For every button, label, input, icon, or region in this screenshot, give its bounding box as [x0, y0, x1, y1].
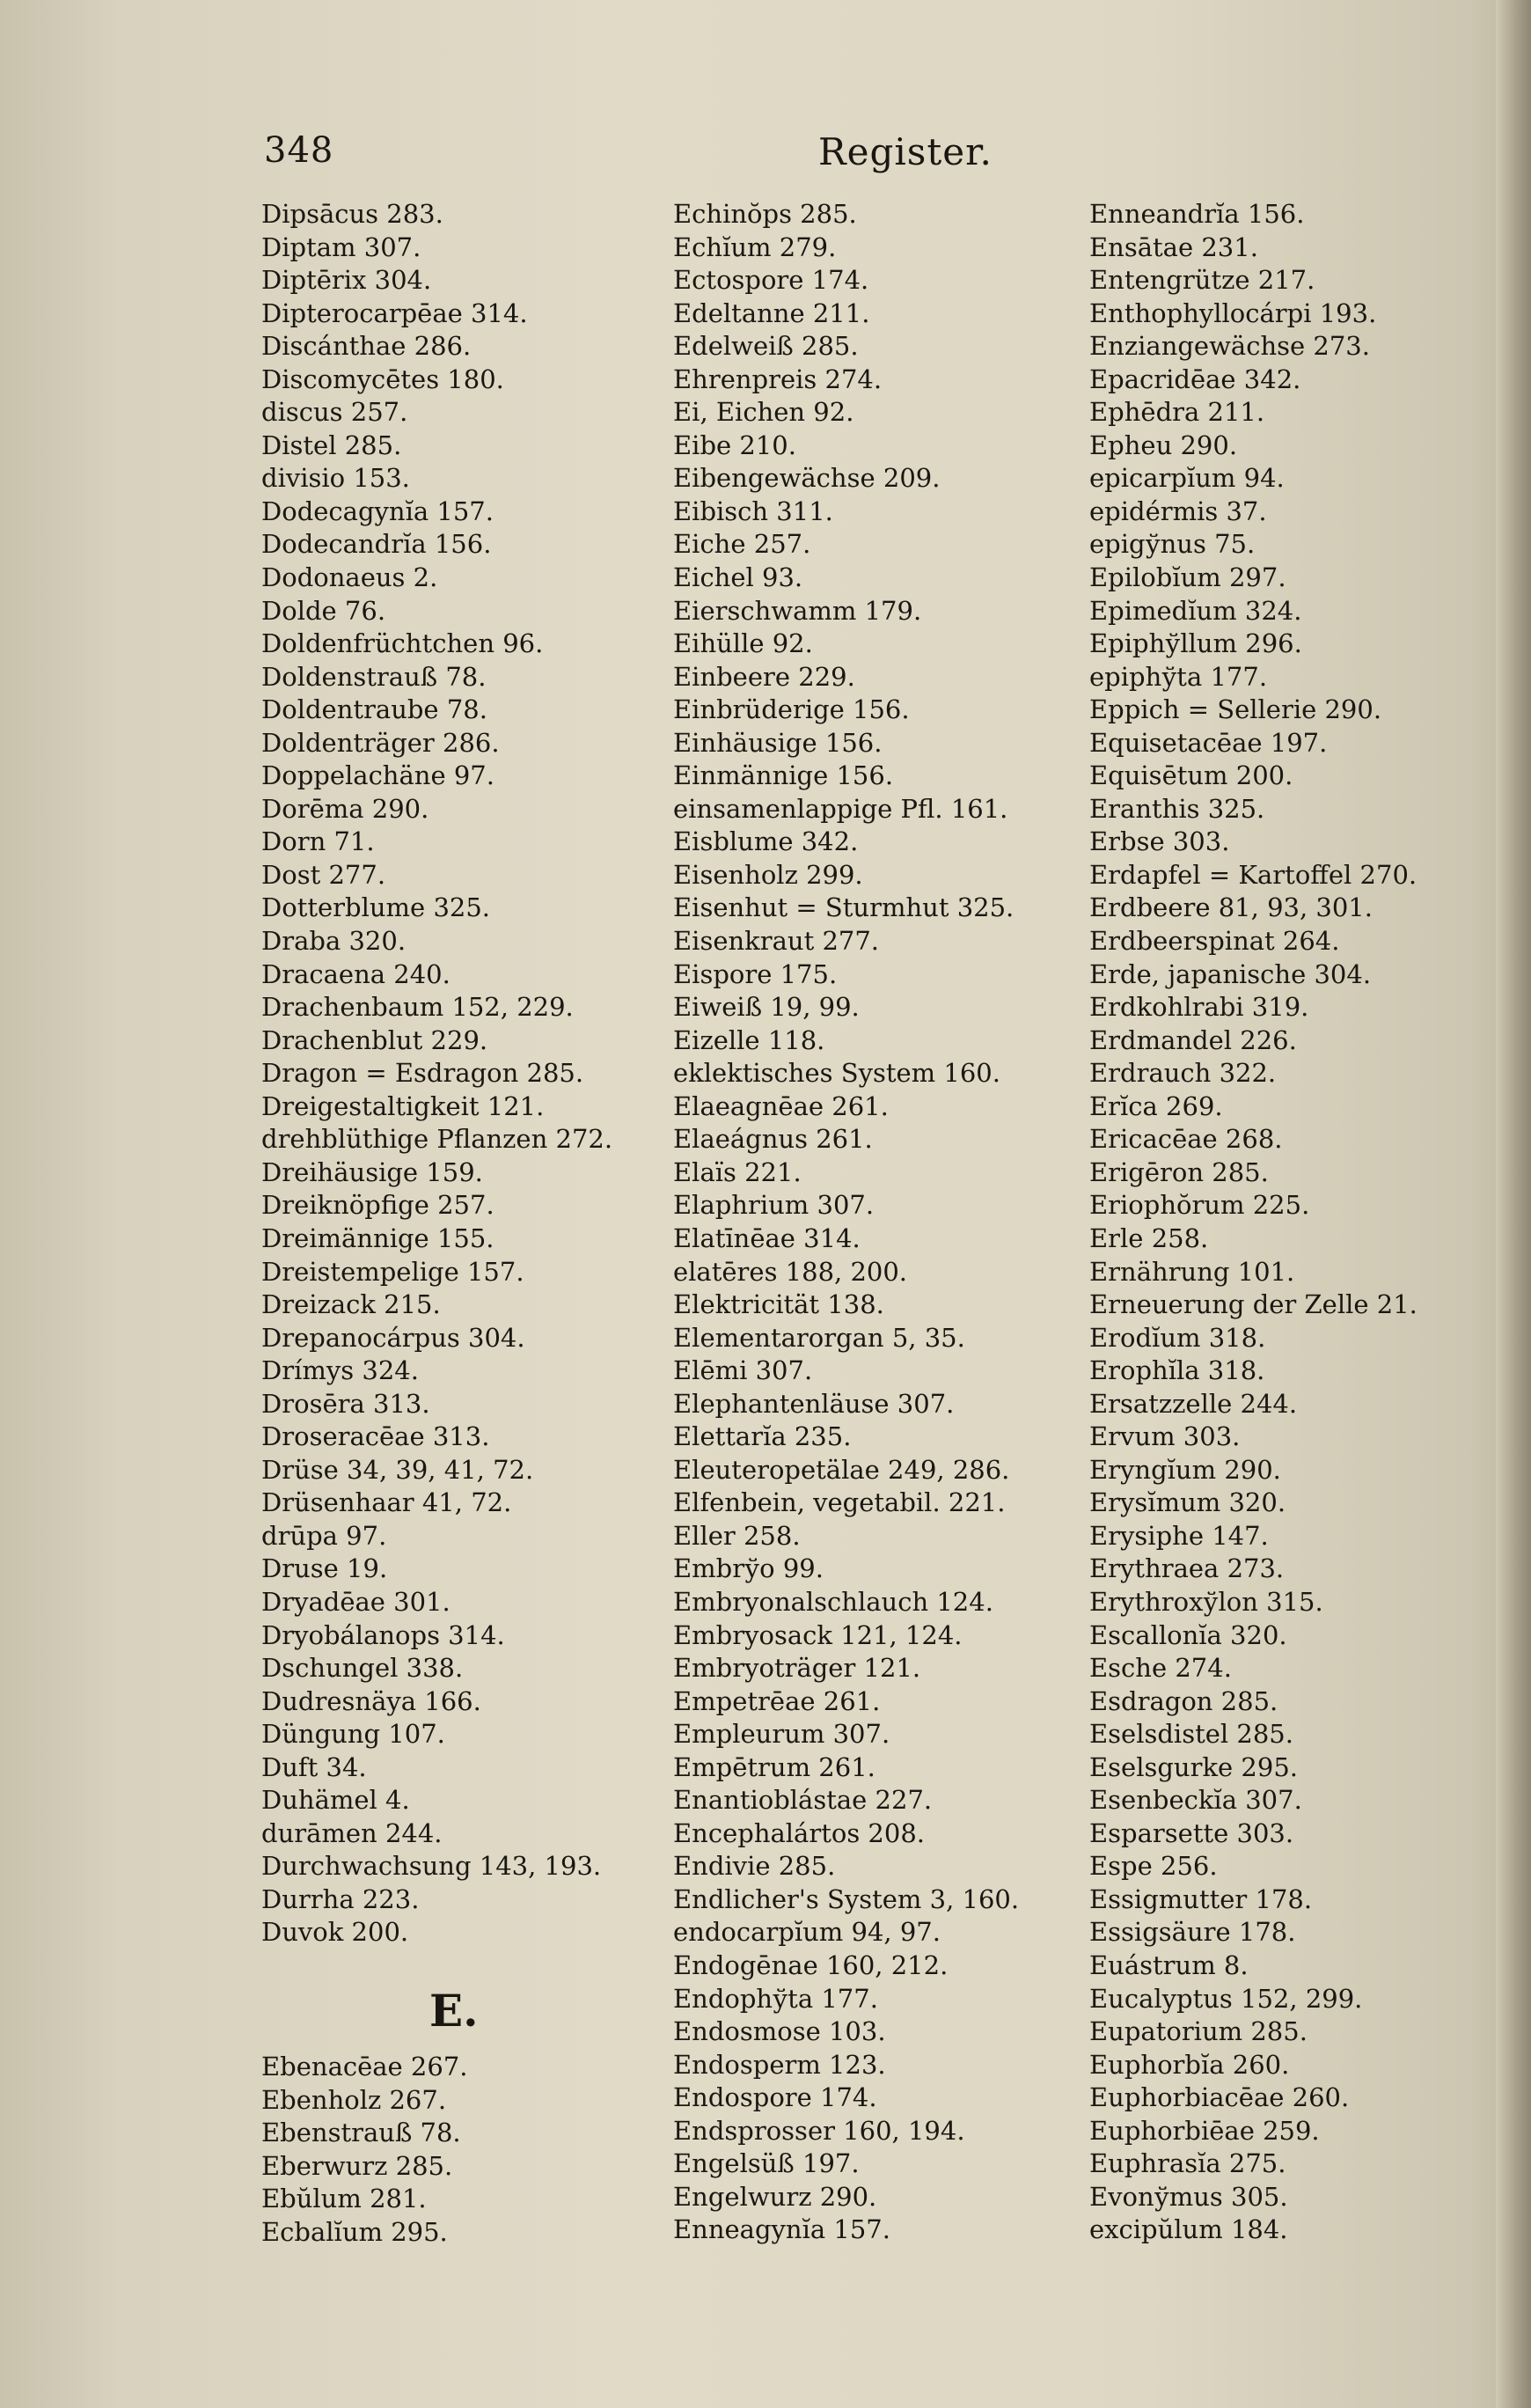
index-entry: Dracaena 240. [261, 958, 451, 989]
index-entry: Empetrēae 261. [673, 1685, 881, 1716]
page-number: 348 [264, 130, 334, 171]
index-entry: Duvok 200. [261, 1917, 409, 1948]
index-entry: Dipsācus 283. [261, 199, 443, 229]
index-entry: Eispore 175. [673, 958, 838, 989]
index-entry: Eisenkraut 277. [673, 926, 880, 957]
index-entry: Embryonalschlauch 124. [673, 1586, 993, 1617]
index-entry: Ebŭlum 281. [261, 2184, 427, 2214]
index-entry: Endophўta 177. [673, 1983, 878, 2014]
index-entry: Dreistempelige 157. [261, 1256, 524, 1287]
index-entry: Ebenacēae 267. [261, 2052, 468, 2081]
index-entry: Eppich = Sellerie 290. [1089, 694, 1382, 725]
index-entry: Eberwurz 285. [261, 2150, 453, 2181]
index-entry: Diptam 307. [261, 231, 421, 262]
index-entry: durāmen 244. [261, 1817, 443, 1848]
index-entry: Elaeagnēae 261. [673, 1090, 889, 1121]
index-entry: Elektricität 138. [673, 1289, 884, 1320]
index-entry: Encephalártos 208. [673, 1817, 925, 1848]
index-entry: Endospore 174. [673, 2082, 877, 2113]
index-entry: Endogēnae 160, 212. [673, 1949, 949, 1980]
index-entry: Erigēron 285. [1089, 1156, 1269, 1187]
index-entry: Erythroxўlon 315. [1089, 1586, 1323, 1617]
index-entry: Erdapfel = Kartoffel 270. [1089, 859, 1417, 890]
index-entry: Eichel 93. [673, 562, 803, 593]
index-entry: Dorn 71. [261, 826, 375, 857]
index-entry: Erde, japanische 304. [1089, 958, 1372, 989]
index-entry: Elēmi 307. [673, 1355, 813, 1386]
index-entry: Enantioblástae 227. [673, 1785, 933, 1816]
index-entry: Eiche 257. [673, 529, 811, 560]
index-entry: Enneagynĭa 157. [673, 2214, 890, 2245]
index-entry: Erodĭum 318. [1089, 1322, 1266, 1353]
index-entry: Esenbeckĭa 307. [1089, 1785, 1302, 1816]
index-entry: Druse 19. [261, 1553, 388, 1584]
index-entry: Dost 277. [261, 859, 386, 890]
index-entry: Endivie 285. [673, 1851, 836, 1882]
index-entry: Ei, Eichen 92. [673, 397, 854, 428]
index-entry: Echĭum 279. [673, 231, 837, 262]
index-entry: Ebenstrauß 78. [261, 2118, 461, 2148]
index-entry: Eselsdistel 285. [1089, 1719, 1293, 1750]
running-head-title: Register. [818, 130, 993, 173]
index-entry: divisio 153. [261, 463, 410, 494]
index-entry: Erle 258. [1089, 1222, 1209, 1253]
index-entry: Dodonaeus 2. [261, 562, 438, 593]
index-entry: Eibengewächse 209. [673, 463, 941, 494]
index-entry: Essigsäure 178. [1089, 1917, 1296, 1948]
index-entry: Discánthae 286. [261, 331, 472, 362]
index-entry: Eupatorium 285. [1089, 2016, 1308, 2047]
index-entry: Eibisch 311. [673, 496, 833, 526]
index-entry: Droseracēae 313. [261, 1421, 490, 1452]
index-entry: Dorēma 290. [261, 793, 429, 824]
index-entry: Empētrum 261. [673, 1751, 875, 1782]
index-entry: epigўnus 75. [1089, 529, 1256, 560]
index-entry: Erysĭmum 320. [1089, 1487, 1286, 1518]
index-entry: Elettarĭa 235. [673, 1421, 852, 1452]
index-entry: Dreizack 215. [261, 1289, 441, 1320]
index-entry: Eiweiß 19, 99. [673, 992, 860, 1023]
index-entry: Eibe 210. [673, 429, 796, 460]
index-entry: Engelwurz 290. [673, 2181, 877, 2212]
index-entry: Drüse 34, 39, 41, 72. [261, 1454, 534, 1485]
index-entry: eklektisches System 160. [673, 1058, 1000, 1089]
index-entry: Diptērix 304. [261, 265, 432, 296]
index-entry: drehblüthige Pflanzen 272. [261, 1124, 613, 1155]
index-entry: Elementarorgan 5, 35. [673, 1322, 965, 1353]
index-entry: Entengrütze 217. [1089, 265, 1315, 296]
index-entry: Epilobĭum 297. [1089, 562, 1286, 593]
index-entry: Ensātae 231. [1089, 231, 1258, 262]
index-entry: Elfenbein, vegetabil. 221. [673, 1487, 1006, 1518]
index-entry: Einmännige 156. [673, 760, 894, 791]
index-entry: Ectospore 174. [673, 265, 869, 296]
index-entry: Erdbeerspinat 264. [1089, 926, 1340, 957]
index-entry: Enthophyllocárpi 193. [1089, 297, 1377, 328]
index-entry: Eucalyptus 152, 299. [1089, 1983, 1363, 2014]
index-entry: Evonўmus 305. [1089, 2181, 1288, 2212]
index-entry: Eleuteropetälae 249, 286. [673, 1454, 1010, 1485]
index-entry: Erophĭla 318. [1089, 1355, 1265, 1386]
index-entry: Dreihäusige 159. [261, 1156, 483, 1187]
index-entry: Epacridēae 342. [1089, 363, 1301, 394]
index-entry: Enneandrĭa 156. [1089, 199, 1305, 229]
index-entry: excipŭlum 184. [1089, 2214, 1288, 2245]
book-gutter [1496, 0, 1531, 2408]
index-entry: Eizelle 118. [673, 1024, 825, 1055]
index-entry: Equisētum 200. [1089, 760, 1293, 791]
index-entry: Elaïs 221. [673, 1156, 802, 1187]
index-entry: Endlicher's System 3, 160. [673, 1883, 1020, 1914]
index-entry: Duhämel 4. [261, 1785, 410, 1816]
index-entry: Durrha 223. [261, 1883, 420, 1914]
index-entry: Embryoträger 121. [673, 1653, 921, 1684]
index-entry: Dreiknöpfige 257. [261, 1190, 494, 1221]
index-entry: Erdkohlrabi 319. [1089, 992, 1309, 1023]
index-entry: Erdrauch 322. [1089, 1058, 1277, 1089]
index-entry: Duft 34. [261, 1751, 367, 1782]
index-entry: Doldentraube 78. [261, 694, 487, 725]
index-entry: Ernährung 101. [1089, 1256, 1295, 1287]
index-entry: epiphўta 177. [1089, 661, 1268, 692]
index-entry: Endosperm 123. [673, 2049, 886, 2080]
index-entry: Eller 258. [673, 1520, 801, 1551]
index-column-2 [673, 198, 1078, 2247]
index-entry: Elaphrium 307. [673, 1190, 875, 1221]
index-entry: Espe 256. [1089, 1851, 1218, 1882]
index-entry: Dipterocarpēae 314. [261, 297, 528, 328]
index-entry: Euástrum 8. [1089, 1949, 1249, 1980]
index-entry: Eriophŏrum 225. [1089, 1190, 1310, 1221]
index-entry: Elatīnēae 314. [673, 1222, 861, 1253]
index-entry: Erneuerung der Zelle 21. [1089, 1289, 1417, 1320]
index-entry: Echinŏps 285. [673, 199, 857, 229]
index-column-1 [261, 198, 648, 1949]
index-entry: Eihülle 92. [673, 628, 813, 659]
index-entry: Ericacēae 268. [1089, 1124, 1283, 1155]
index-entry: Ehrenpreis 274. [673, 363, 883, 394]
index-entry: Distel 285. [261, 429, 402, 460]
index-entry: Equisetacēae 197. [1089, 727, 1328, 758]
index-entry: Escallonĭa 320. [1089, 1619, 1287, 1650]
index-entry: Drachenblut 229. [261, 1024, 488, 1055]
index-entry: Epiphўllum 296. [1089, 628, 1302, 659]
index-entry: Eierschwamm 179. [673, 595, 922, 626]
index-entry: Düngung 107. [261, 1719, 445, 1750]
index-entry: elatēres 188, 200. [673, 1256, 908, 1287]
index-entry: Ephēdra 211. [1089, 397, 1265, 428]
index-entry: Engelsüß 197. [673, 2148, 860, 2179]
index-entry: Eryngĭum 290. [1089, 1454, 1281, 1485]
index-entry: Ersatzzelle 244. [1089, 1388, 1298, 1419]
index-entry: Erysiphe 147. [1089, 1520, 1269, 1551]
index-entry: Dragon = Esdragon 285. [261, 1058, 584, 1089]
index-entry: einsamenlappige Pfl. 161. [673, 793, 1008, 824]
index-entry: Epimedĭum 324. [1089, 595, 1302, 626]
index-entry: discus 257. [261, 397, 408, 428]
index-entry: Embryosack 121, 124. [673, 1619, 963, 1650]
index-entry: Edeltanne 211. [673, 297, 870, 328]
index-entry: Empleurum 307. [673, 1719, 890, 1750]
index-entry: endocarpĭum 94, 97. [673, 1917, 941, 1948]
index-entry: Endsprosser 160, 194. [673, 2115, 965, 2146]
index-entry: epicarpĭum 94. [1089, 463, 1285, 494]
index-entry: Ervum 303. [1089, 1421, 1241, 1452]
index-entry: Drímys 324. [261, 1355, 419, 1386]
index-entry: Dotterblume 325. [261, 892, 491, 923]
index-entry: Draba 320. [261, 926, 407, 957]
index-entry: Dodecagynĭa 157. [261, 496, 494, 526]
index-entry: Eisblume 342. [673, 826, 859, 857]
index-entry: Einhäusige 156. [673, 727, 883, 758]
index-entry: Euphorbiacēae 260. [1089, 2082, 1350, 2113]
index-entry: Drüsenhaar 41, 72. [261, 1487, 512, 1518]
index-entry: Dryobálanops 314. [261, 1619, 505, 1650]
section-letter-e: E. [429, 1985, 479, 2037]
index-entry: Elephantenläuse 307. [673, 1388, 955, 1419]
index-entry: Esparsette 303. [1089, 1817, 1294, 1848]
index-entry: Euphorbĭa 260. [1089, 2049, 1290, 2080]
index-entry: Discomycētes 180. [261, 363, 504, 394]
index-entry: Doldenträger 286. [261, 727, 500, 758]
index-column-1-section-e [261, 2051, 648, 2249]
index-entry: Einbeere 229. [673, 661, 855, 692]
index-entry: Essigmutter 178. [1089, 1883, 1313, 1914]
index-entry: Edelweiß 285. [673, 331, 859, 362]
index-entry: Eisenholz 299. [673, 859, 863, 890]
index-entry: Enziangewächse 273. [1089, 331, 1370, 362]
index-entry: Esche 274. [1089, 1653, 1232, 1684]
index-entry: Drachenbaum 152, 229. [261, 992, 574, 1023]
index-entry: Dolde 76. [261, 595, 386, 626]
index-entry: Erythraea 273. [1089, 1553, 1285, 1584]
index-entry: Embrўo 99. [673, 1553, 824, 1584]
index-entry: Dreigestaltigkeit 121. [261, 1090, 545, 1121]
index-entry: Epheu 290. [1089, 429, 1238, 460]
index-entry: Ecbalĭum 295. [261, 2216, 448, 2247]
index-entry: Doppelachäne 97. [261, 760, 494, 791]
index-entry: Dryadēae 301. [261, 1586, 451, 1617]
index-entry: Ebenholz 267. [261, 2084, 447, 2115]
index-entry: Eisenhut = Sturmhut 325. [673, 892, 1015, 923]
index-entry: Einbrüderige 156. [673, 694, 910, 725]
index-entry: Erdbeere 81, 93, 301. [1089, 892, 1373, 923]
index-entry: Euphrasĭa 275. [1089, 2148, 1286, 2179]
index-column-3 [1089, 198, 1494, 2247]
index-entry: Erbse 303. [1089, 826, 1230, 857]
index-entry: Eselsgurke 295. [1089, 1751, 1298, 1782]
index-entry: Euphorbiēae 259. [1089, 2115, 1320, 2146]
index-entry: Doldenfrüchtchen 96. [261, 628, 544, 659]
index-entry: Drosēra 313. [261, 1388, 430, 1419]
index-entry: Endosmose 103. [673, 2016, 886, 2047]
index-entry: drūpa 97. [261, 1520, 387, 1551]
index-entry: Erdmandel 226. [1089, 1024, 1297, 1055]
index-entry: Dreimännige 155. [261, 1222, 494, 1253]
index-entry: Eranthis 325. [1089, 793, 1265, 824]
index-entry: Dodecandrĭa 156. [261, 529, 492, 560]
index-entry: Esdragon 285. [1089, 1685, 1278, 1716]
index-entry: Drepanocárpus 304. [261, 1322, 525, 1353]
index-entry: Elaeágnus 261. [673, 1124, 873, 1155]
index-entry: Dudresnäya 166. [261, 1685, 481, 1716]
index-entry: epidérmis 37. [1089, 496, 1267, 526]
index-entry: Dschungel 338. [261, 1653, 464, 1684]
index-entry: Erĭca 269. [1089, 1090, 1223, 1121]
index-entry: Durchwachsung 143, 193. [261, 1851, 602, 1882]
index-entry: Doldenstrauß 78. [261, 661, 487, 692]
